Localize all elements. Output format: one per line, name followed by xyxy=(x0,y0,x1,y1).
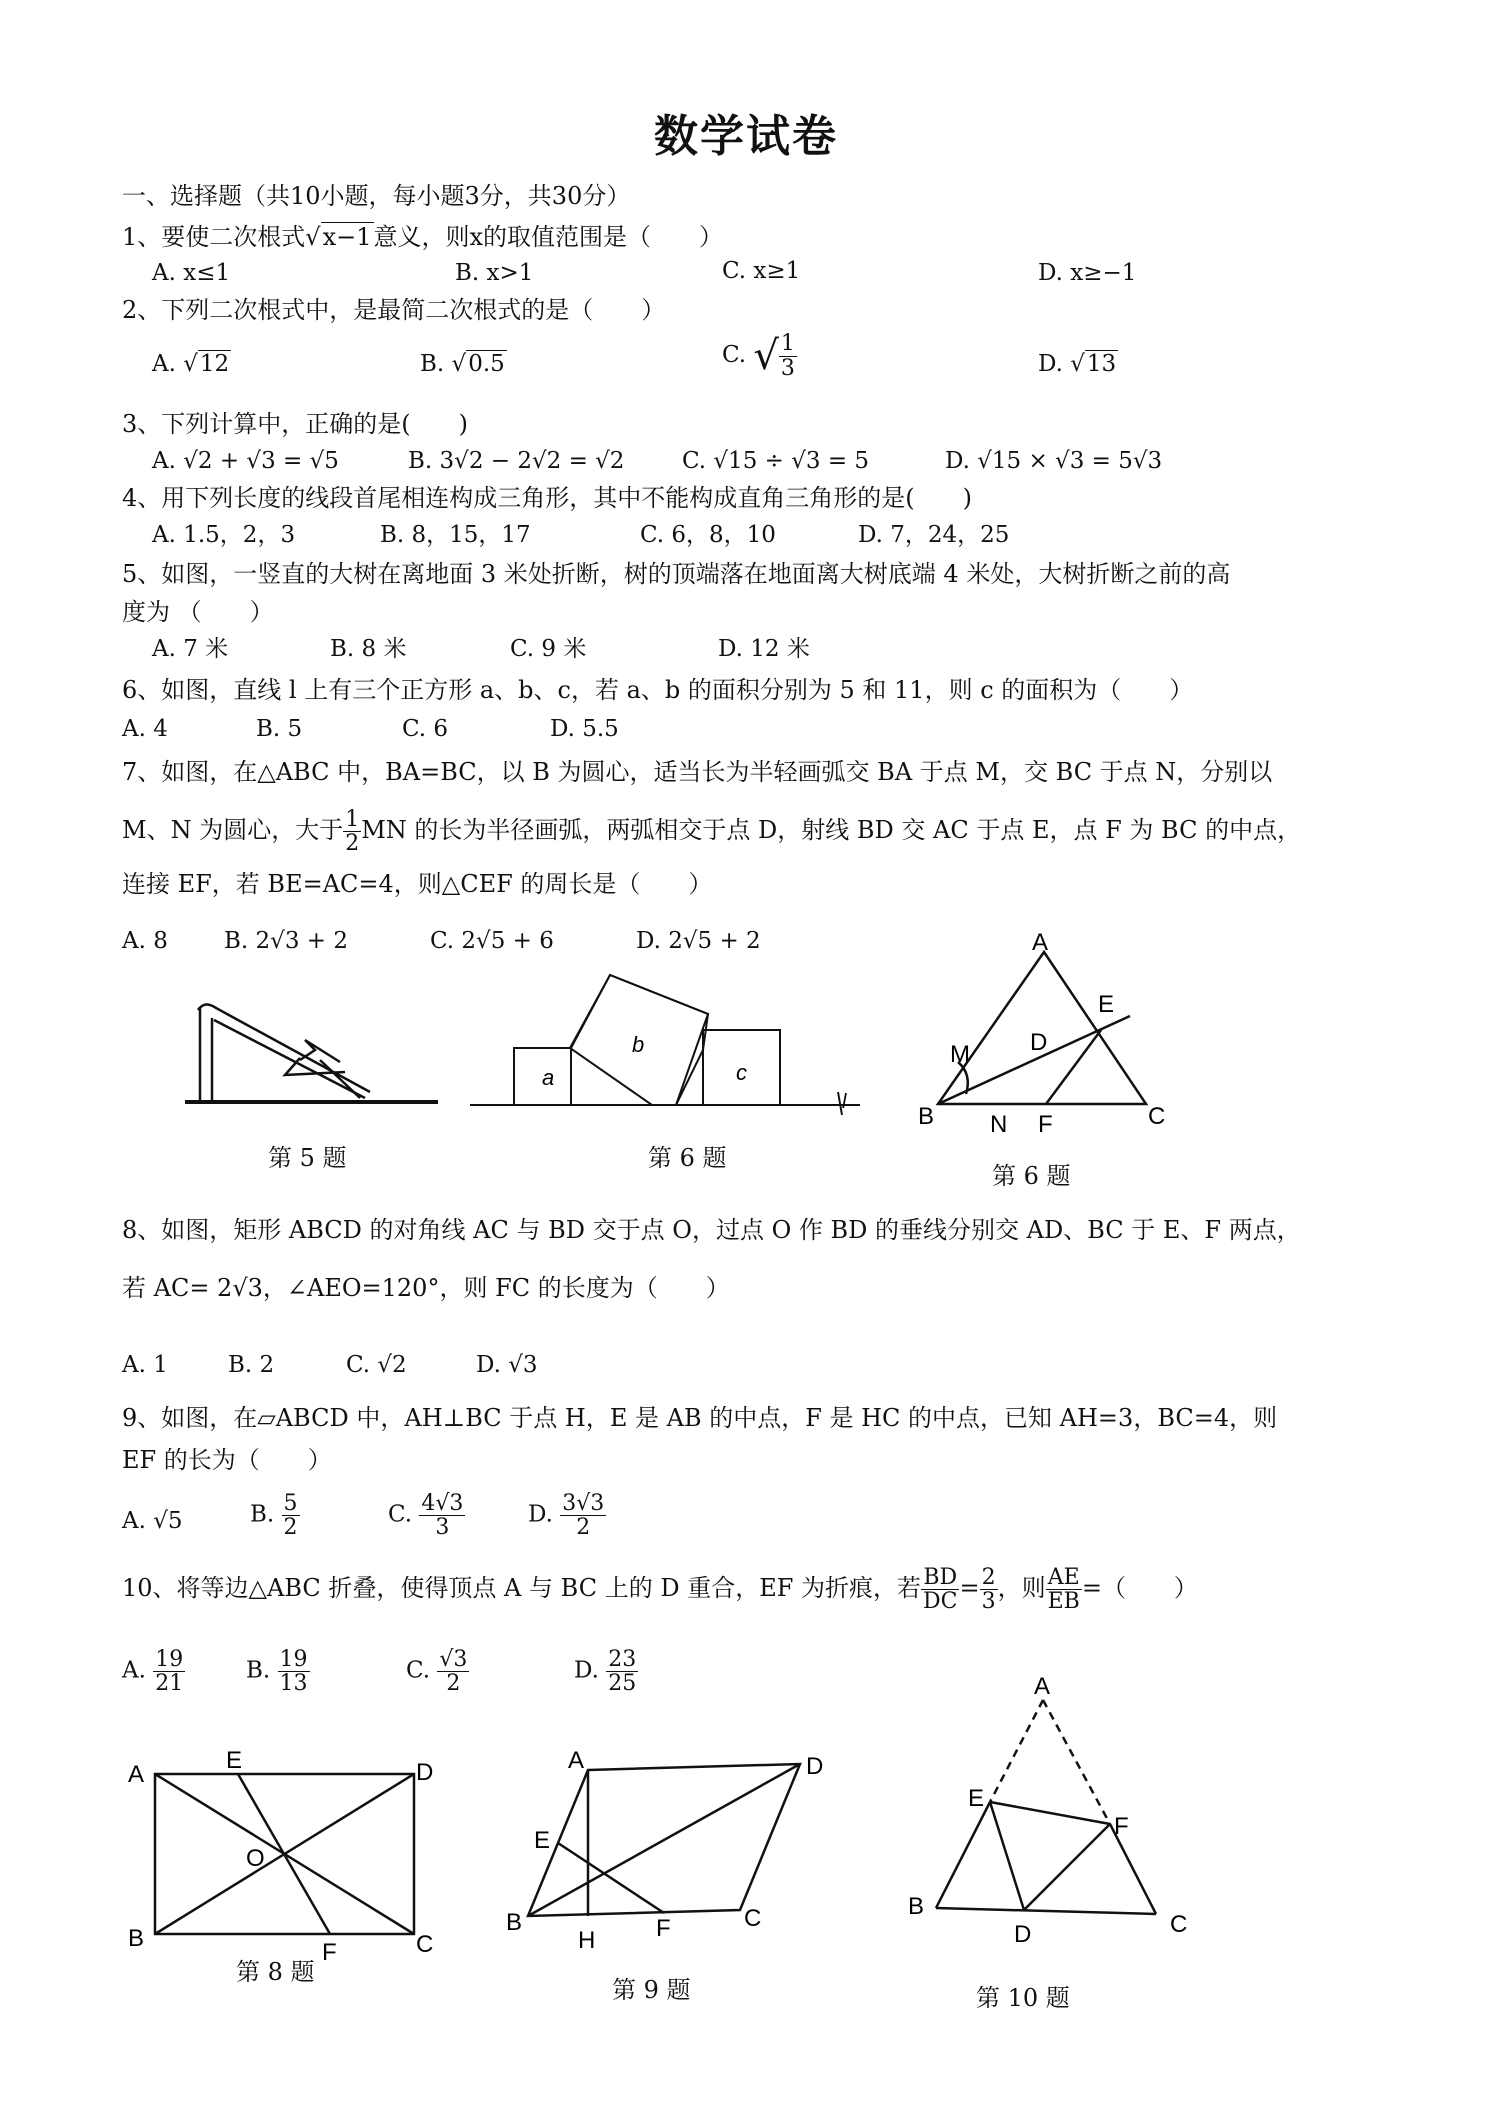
fig9-point-f: F xyxy=(656,1915,671,1942)
q10-stem-a: 10、将等边△ABC 折叠，使得顶点 A 与 BC 上的 D 重合，EF 为折痕，若 xyxy=(122,1574,921,1603)
q6-option-d: D. 5.5 xyxy=(550,716,619,742)
q4-stem: 4、用下列长度的线段首尾相连构成三角形，其中不能构成直角三角形的是( ) xyxy=(122,484,972,512)
q2-d-label: D. xyxy=(1038,351,1063,377)
q2-c-label: C. xyxy=(722,342,747,368)
q10-r1-numerator: BD xyxy=(921,1566,959,1590)
q4-option-a: A. 1.5，2，3 xyxy=(152,522,296,548)
fig10-caption: 第 10 题 xyxy=(976,1984,1070,2012)
q7-stem2-a: M、N 为圆心，大于 xyxy=(122,816,344,845)
radical-sign: √ xyxy=(305,223,321,251)
q5-option-b: B. 8 米 xyxy=(330,636,407,662)
section-heading: 一、选择题（共10小题，每小题3分，共30分） xyxy=(122,182,631,210)
q10-d-label: D. xyxy=(574,1657,599,1684)
q4-option-d: D. 7，24，25 xyxy=(858,522,1010,548)
fig9-parallelogram xyxy=(528,1764,800,1916)
q6-option-b: B. 5 xyxy=(256,716,303,742)
q10-b-numerator: 19 xyxy=(279,1647,308,1672)
q10-r1-denominator: DC xyxy=(923,1589,958,1615)
q2-stem: 2、下列二次根式中，是最简二次根式的是（ ） xyxy=(122,296,666,324)
fig8-caption: 第 8 题 xyxy=(236,1958,315,1986)
q9-c-denominator: 3 xyxy=(435,1515,450,1541)
q8-option-d: D. √3 xyxy=(476,1352,538,1378)
q5-stem-line2: 度为 （ ） xyxy=(122,598,274,626)
q10-a-label: A. xyxy=(122,1657,146,1684)
q3-option-c: C. √15 ÷ √3 = 5 xyxy=(682,448,870,474)
q10-c-numerator: √3 xyxy=(439,1647,468,1672)
fig8-point-f: F xyxy=(322,1939,337,1966)
q2-option-b: B. √0.5 xyxy=(420,351,505,377)
fig5-caption: 第 5 题 xyxy=(268,1144,347,1172)
fig10-point-a: A xyxy=(1034,1673,1051,1700)
q10-c-label: C. xyxy=(406,1657,431,1684)
q4-option-b: B. 8，15，17 xyxy=(380,522,531,548)
q1-option-a: A. x≤1 xyxy=(152,260,231,286)
q1-option-b: B. x>1 xyxy=(455,260,534,286)
fig6-caption: 第 6 题 xyxy=(648,1144,727,1172)
q2-a-radicand: 12 xyxy=(199,351,230,377)
q5-stem-line1: 5、如图，一竖直的大树在离地面 3 米处折断，树的顶端落在地面离大树底端 4 米处，大树折断之前的高 xyxy=(122,560,1231,588)
q9-a-value: √5 xyxy=(153,1508,183,1534)
fig6-label-b: b xyxy=(632,1032,645,1057)
fig7-point-f: F xyxy=(1038,1111,1053,1138)
fig9-point-e: E xyxy=(534,1827,551,1854)
fig6-label-c: c xyxy=(736,1060,747,1085)
q10-c-denominator: 2 xyxy=(446,1671,461,1697)
q7-half-numerator: 1 xyxy=(345,807,360,832)
q8-option-c: C. √2 xyxy=(346,1352,407,1378)
q5-option-c: C. 9 米 xyxy=(510,636,587,662)
q2-d-radicand: 13 xyxy=(1086,351,1117,377)
q3-stem: 3、下列计算中，正确的是( ) xyxy=(122,410,468,438)
q6-stem: 6、如图，直线 l 上有三个正方形 a、b、c，若 a、b 的面积分别为 5 和 11，则 c 的面积为（ ） xyxy=(122,676,1194,704)
q5-option-a: A. 7 米 xyxy=(152,636,229,662)
q7-option-a: A. 8 xyxy=(122,928,168,954)
fig10-point-d: D xyxy=(1014,1921,1032,1948)
fig8-point-b: B xyxy=(128,1925,145,1952)
fig7-point-a: A xyxy=(1032,929,1049,956)
q2-b-label: B. xyxy=(420,351,445,377)
q8-option-a: A. 1 xyxy=(122,1352,168,1378)
q8-stem-line1: 8、如图，矩形 ABCD 的对角线 AC 与 BD 交于点 O，过点 O 作 BD 的垂线分别交 AD、BC 于 E、F 两点， xyxy=(122,1216,1301,1244)
q10-stem-c: =（ ） xyxy=(1081,1574,1198,1603)
fig10-point-c: C xyxy=(1170,1911,1188,1938)
fig7-point-n: N xyxy=(990,1111,1008,1138)
q7-option-b: B. 2√3 + 2 xyxy=(224,928,348,954)
q6-option-a: A. 4 xyxy=(122,716,168,742)
q10-b-label: B. xyxy=(246,1657,271,1684)
fig8-point-d: D xyxy=(416,1759,434,1786)
q10-d-numerator: 23 xyxy=(608,1647,637,1672)
q9-d-label: D. xyxy=(528,1501,553,1528)
fig7-point-c: C xyxy=(1148,1103,1166,1130)
q10-r2-numerator: 2 xyxy=(981,1565,996,1590)
q7-half-denominator: 2 xyxy=(345,831,360,857)
q7-stem-line1: 7、如图，在△ABC 中，BA=BC，以 B 为圆心，适当长为半轻画弧交 BA 于点 M，交 BC 于点 N，分别以 xyxy=(122,758,1273,786)
fig10-point-e: E xyxy=(968,1785,985,1812)
q8-option-b: B. 2 xyxy=(228,1352,275,1378)
q2-option-c: C. √ $\frac{1}{3}$ xyxy=(722,331,795,381)
fig9-point-h: H xyxy=(578,1927,596,1954)
q1-option-c: C. x≥1 xyxy=(722,258,801,284)
fig7-point-b: B xyxy=(918,1103,935,1130)
q1-stem-a: 1、要使二次根式 xyxy=(122,223,306,251)
q9-a-label: A. xyxy=(122,1508,146,1534)
fig7-point-e: E xyxy=(1098,991,1115,1018)
q10-equals: = xyxy=(959,1574,980,1603)
q3-option-a: A. √2 + √3 = √5 xyxy=(152,448,339,474)
q1-stem-b: 意义，则x的取值范围是（ ） xyxy=(373,223,724,251)
q7-option-c: C. 2√5 + 6 xyxy=(430,928,554,954)
page-title: 数学试卷 xyxy=(654,111,838,162)
fig8-rectangle xyxy=(155,1774,414,1934)
q8-stem-line2: 若 AC= 2√3，∠AEO=120°，则 FC 的长度为（ ） xyxy=(122,1274,730,1302)
q3-option-d: D. √15 × √3 = 5√3 xyxy=(945,448,1163,474)
fig6-label-l: l xyxy=(842,1091,847,1113)
fig6-label-a: a xyxy=(542,1065,555,1090)
fig8-point-o: O xyxy=(246,1845,265,1872)
q7-option-d: D. 2√5 + 2 xyxy=(636,928,761,954)
fig7-caption: 第 6 题 xyxy=(992,1162,1071,1190)
q2-b-radicand: 0.5 xyxy=(468,351,505,377)
q2-c-denominator: 3 xyxy=(780,355,795,381)
fig9-point-c: C xyxy=(744,1905,762,1932)
q1-radicand: x−1 xyxy=(322,223,372,251)
q6-option-c: C. 6 xyxy=(402,716,449,742)
fig9-point-a: A xyxy=(568,1747,585,1774)
q7-stem2-b: MN 的长为半径画弧，两弧相交于点 D，射线 BD 交 AC 于点 E，点 F 为 BC 的中点， xyxy=(361,816,1302,845)
q10-a-denominator: 21 xyxy=(155,1671,184,1697)
q10-a-numerator: 19 xyxy=(155,1647,184,1672)
q10-r2-denominator: 3 xyxy=(981,1589,996,1615)
q2-option-a: A. √12 xyxy=(152,351,230,377)
q9-d-numerator: 3√3 xyxy=(562,1491,605,1516)
fig10-point-b: B xyxy=(908,1893,925,1920)
q9-stem-line1: 9、如图，在▱ABCD 中，AH⊥BC 于点 H，E 是 AB 的中点，F 是 HC 的中点，已知 AH=3，BC=4，则 xyxy=(122,1404,1278,1432)
fig7-point-m: M xyxy=(950,1041,970,1068)
q10-stem-b: ，则 xyxy=(997,1574,1046,1603)
q10-r3-numerator: AE xyxy=(1046,1566,1082,1590)
fig8-point-c: C xyxy=(416,1931,434,1958)
q1-option-d: D. x≥−1 xyxy=(1038,260,1137,286)
q2-option-d: D. √13 xyxy=(1038,351,1117,377)
fig9-caption: 第 9 题 xyxy=(612,1976,691,2004)
q3-option-b: B. 3√2 − 2√2 = √2 xyxy=(408,448,625,474)
q9-b-label: B. xyxy=(250,1501,275,1528)
q9-b-denominator: 2 xyxy=(283,1515,298,1541)
fig8-point-e: E xyxy=(226,1747,243,1774)
q5-option-d: D. 12 米 xyxy=(718,636,810,662)
fig7-point-d: D xyxy=(1030,1029,1048,1056)
q10-b-denominator: 13 xyxy=(279,1671,308,1697)
fig9-point-b: B xyxy=(506,1909,523,1936)
q7-stem-line3: 连接 EF，若 BE=AC=4，则△CEF 的周长是（ ） xyxy=(122,870,713,898)
fig10-point-f: F xyxy=(1114,1813,1129,1840)
q9-stem-line2: EF 的长为（ ） xyxy=(122,1446,332,1474)
q2-a-label: A. xyxy=(152,351,176,377)
q10-d-denominator: 25 xyxy=(608,1671,637,1697)
q4-option-c: C. 6，8，10 xyxy=(640,522,776,548)
fig9-point-d: D xyxy=(806,1753,824,1780)
q9-c-numerator: 4√3 xyxy=(421,1491,464,1516)
q9-d-denominator: 2 xyxy=(576,1515,591,1541)
q9-c-label: C. xyxy=(388,1501,413,1528)
q9-b-numerator: 5 xyxy=(283,1491,298,1516)
fig8-point-a: A xyxy=(128,1761,145,1788)
q2-c-numerator: 1 xyxy=(780,331,795,357)
q10-r3-denominator: EB xyxy=(1047,1589,1080,1615)
